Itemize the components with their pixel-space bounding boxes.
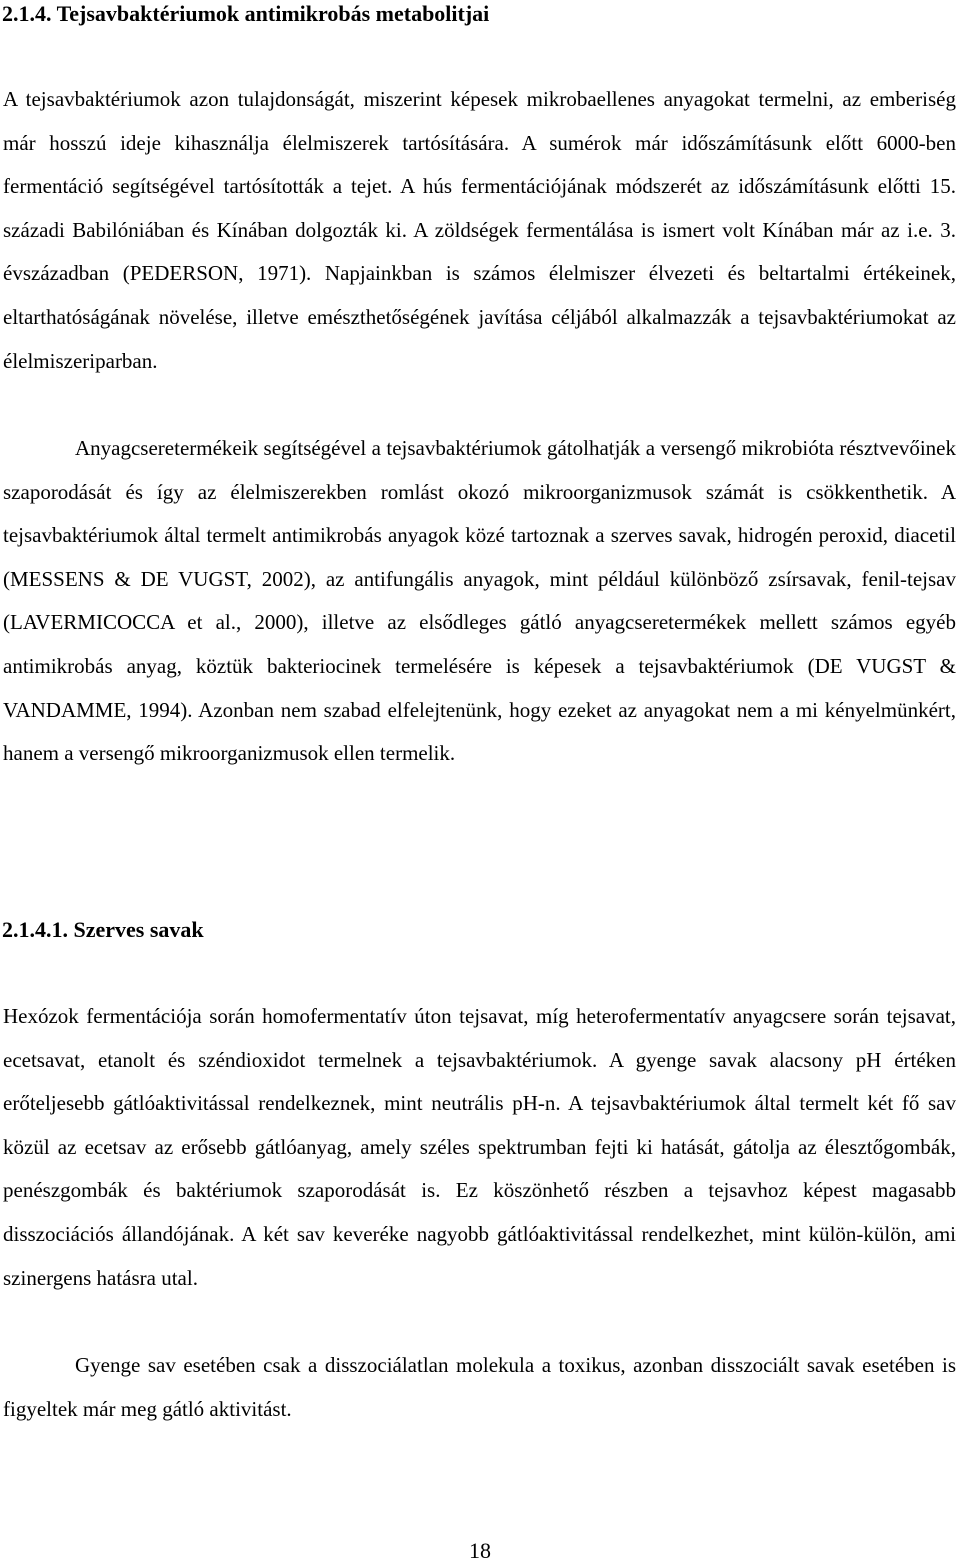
subsection-heading: 2.1.4.1. Szerves savak	[2, 917, 204, 942]
body-paragraph: Hexózok fermentációja során homofermentatív úton tejsavat, míg heterofermentatív anyagcsere során tejsavat, ecetsavat, etanolt és széndioxidot termelnek a tejsavbaktériumok. A gyenge savak alacsony pH értéken erőteljesebb gátlóaktivitással rendelkeznek, mint neutrális pH-n. A tejsavbaktériumok által termelt két fő sav közül az ecetsav az erősebb gátlóanyag, amely széles spektrumban fejti ki hatását, gátolja az élesztőgombák, penészgombák és baktériumok szaporodását is. Ez köszönhető részben a tejsavhoz képest magasabb disszociációs állandójának. A két sav keveréke nagyobb gátlóaktivitással rendelkezhet, mint külön-külön, ami szinergens hatásra utal.	[3, 1004, 956, 1290]
body-paragraph: Anyagcseretermékeik segítségével a tejsavbaktériumok gátolhatják a versengő mikrobióta résztvevőinek szaporodását és így az élelmiszerekben romlást okozó mikroorganizmusok számát is csökkenthetik. A tejsavbaktériumok által termelt antimikrobás anyagok közé tartoznak a szerves savak, hidrogén peroxid, diacetil (MESSENS & DE VUGST, 2002), az antifungális anyagok, mint például különböző zsírsavak, fenil-tejsav (LAVERMICOCCA et al., 2000), illetve az elsődleges gátló anyagcseretermékek mellett számos egyéb antimikrobás anyag, köztük bakteriocinek termelésére is képesek a tejsavbaktériumok (DE VUGST & VANDAMME, 1994). Azonban nem szabad elfelejtenünk, hogy ezeket az anyagokat nem a mi kényelmünkért, hanem a versengő mikroorganizmusok ellen termelik.	[3, 436, 956, 766]
body-paragraph: A tejsavbaktériumok azon tulajdonságát, miszerint képesek mikrobaellenes anyagokat termelni, az emberiség már hosszú ideje kihasználja élelmiszerek tartósítására. A sumérok már időszámításunk előtt 6000-ben fermentáció segítségével tartósították a tejet. A hús fermentációjának módszerét az időszámításunk előtti 15. századi Babilóniában és Kínában dolgozták ki. A zöldségek fermentálása is ismert volt Kínában már az i.e. 3. évszázadban (PEDERSON, 1971). Napjainkban is számos élelmiszer élvezeti és beltartalmi értékeinek, eltarthatóságának növelése, illetve emészthetőségének javítása céljából alkalmazzák a tejsavbaktériumokat az élelmiszeriparban.	[3, 87, 956, 373]
body-paragraph: Gyenge sav esetében csak a disszociálatlan molekula a toxikus, azonban disszociált savak esetében is figyeltek már meg gátló aktivitást.	[3, 1353, 956, 1421]
page-number: 18	[469, 1538, 491, 1563]
section-heading: 2.1.4. Tejsavbaktériumok antimikrobás metabolitjai	[2, 1, 490, 26]
